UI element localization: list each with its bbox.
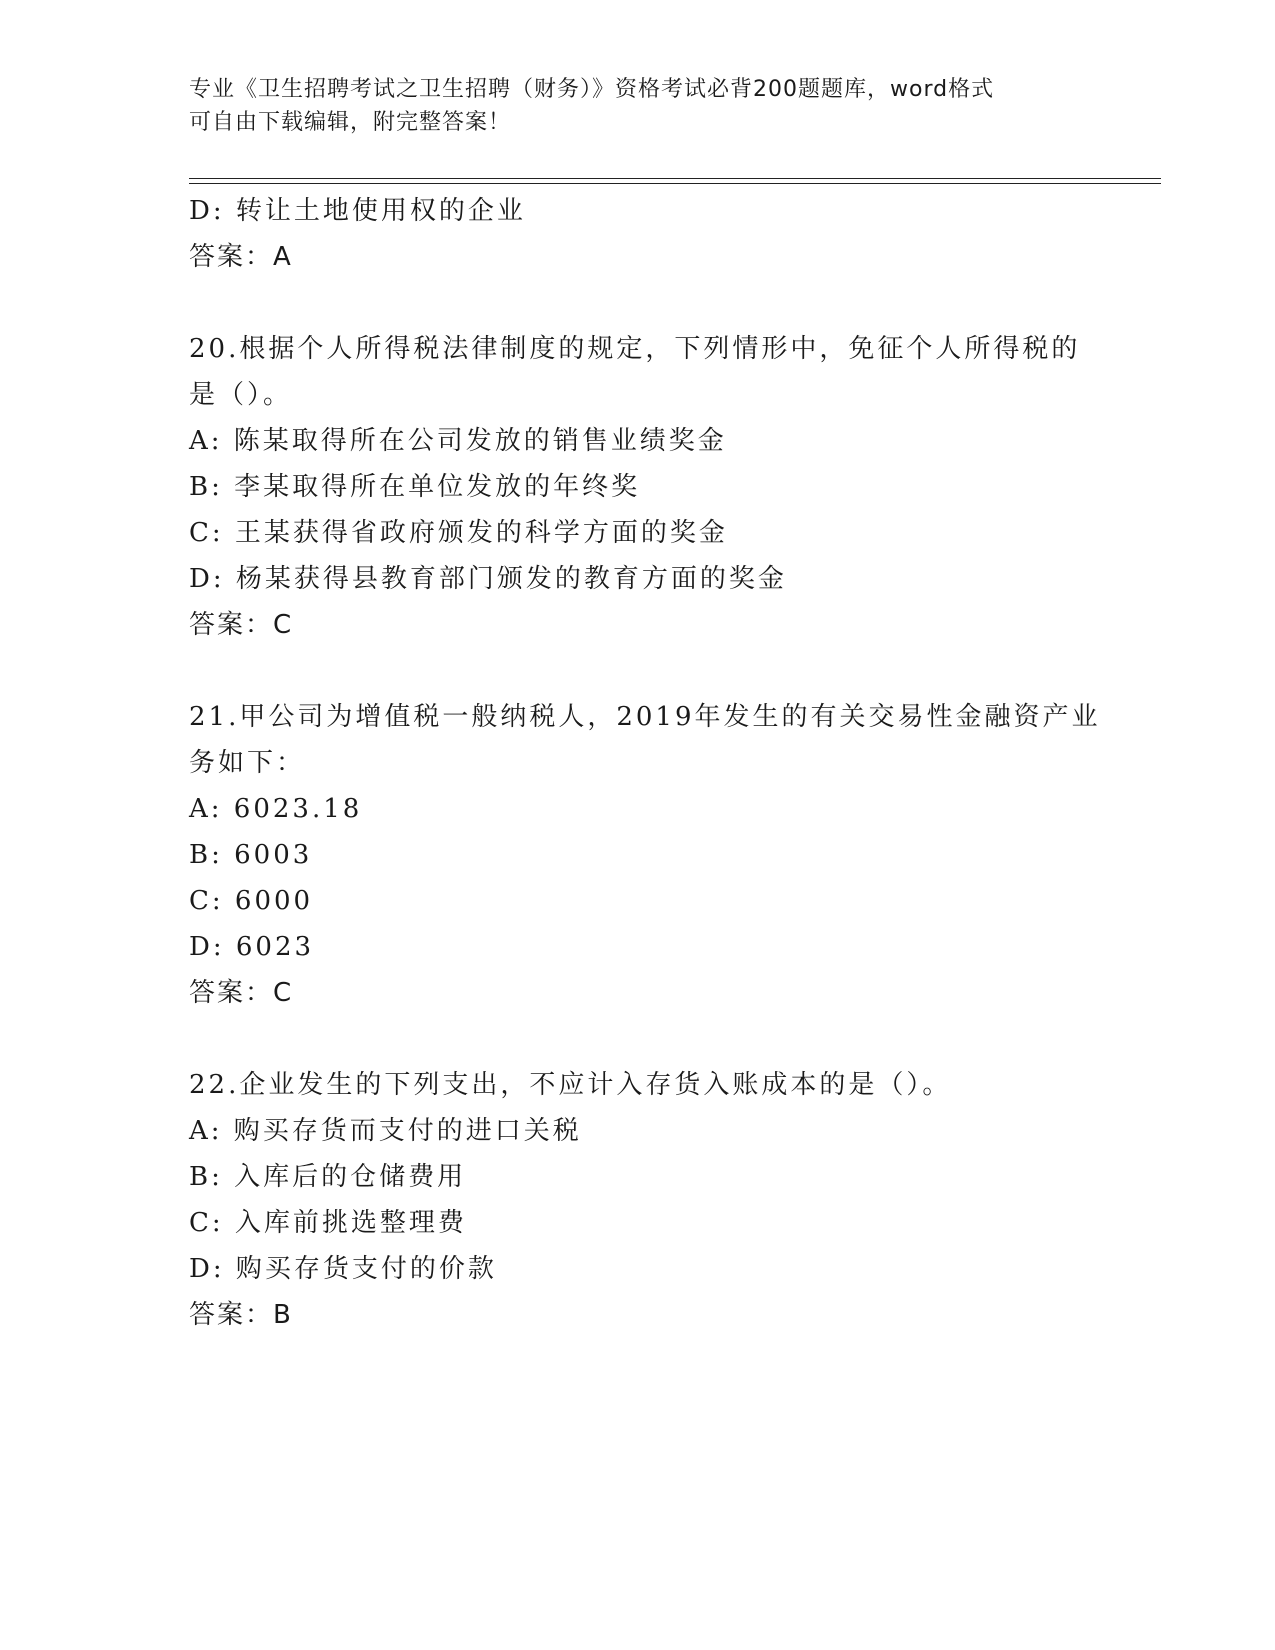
option-c: C: 入库前挑选整理费 xyxy=(189,1208,467,1238)
question-19-carryover xyxy=(189,188,1089,280)
question-stem-line-1: 20.根据个人所得税法律制度的规定，下列情形中，免征个人所得税的 xyxy=(189,334,1081,364)
question-stem-line-1: 21.甲公司为增值税一般纳税人，2019年发生的有关交易性金融资产业 xyxy=(189,702,1101,732)
question-stem-line-1: 22.企业发生的下列支出，不应计入存货入账成本的是（）。 xyxy=(189,1070,952,1100)
question-22 xyxy=(189,1062,1089,1338)
question-gap xyxy=(189,280,1089,326)
answer-line: 答案：A xyxy=(189,242,293,272)
option-b: B: 李某取得所在单位发放的年终奖 xyxy=(189,472,641,502)
option-b: B: 6003 xyxy=(189,840,313,870)
document-body xyxy=(189,188,1101,1338)
option-c: C: 6000 xyxy=(189,886,314,916)
option-d: D: 购买存货支付的价款 xyxy=(189,1254,497,1284)
question-20 xyxy=(189,326,1089,648)
header-divider-bottom xyxy=(189,183,1161,184)
question-stem-line-2: 是（）。 xyxy=(189,380,293,410)
question-gap xyxy=(189,1016,1089,1062)
option-d: D: 6023 xyxy=(189,932,315,962)
page-header xyxy=(189,73,1089,139)
header-divider-top xyxy=(189,178,1161,179)
option-c: C: 王某获得省政府颁发的科学方面的奖金 xyxy=(189,518,728,548)
question-21 xyxy=(189,694,1101,1016)
answer-line: 答案：C xyxy=(189,978,294,1008)
option-a: A: 6023.18 xyxy=(189,794,363,824)
option-d: D: 杨某获得县教育部门颁发的教育方面的奖金 xyxy=(189,564,787,594)
answer-line: 答案：B xyxy=(189,1300,293,1330)
answer-line: 答案：C xyxy=(189,610,294,640)
question-stem-line-2: 务如下： xyxy=(189,748,306,778)
option-a: A: 购买存货而支付的进口关税 xyxy=(189,1116,582,1146)
option-d: D: 转让土地使用权的企业 xyxy=(189,196,526,226)
header-line-1: 专业《卫生招聘考试之卫生招聘（财务）》资格考试必背200题题库，word格式 xyxy=(189,77,995,102)
option-a: A: 陈某取得所在公司发放的销售业绩奖金 xyxy=(189,426,727,456)
question-gap xyxy=(189,648,1089,694)
option-b: B: 入库后的仓储费用 xyxy=(189,1162,467,1192)
header-line-2: 可自由下载编辑，附完整答案！ xyxy=(189,110,512,135)
